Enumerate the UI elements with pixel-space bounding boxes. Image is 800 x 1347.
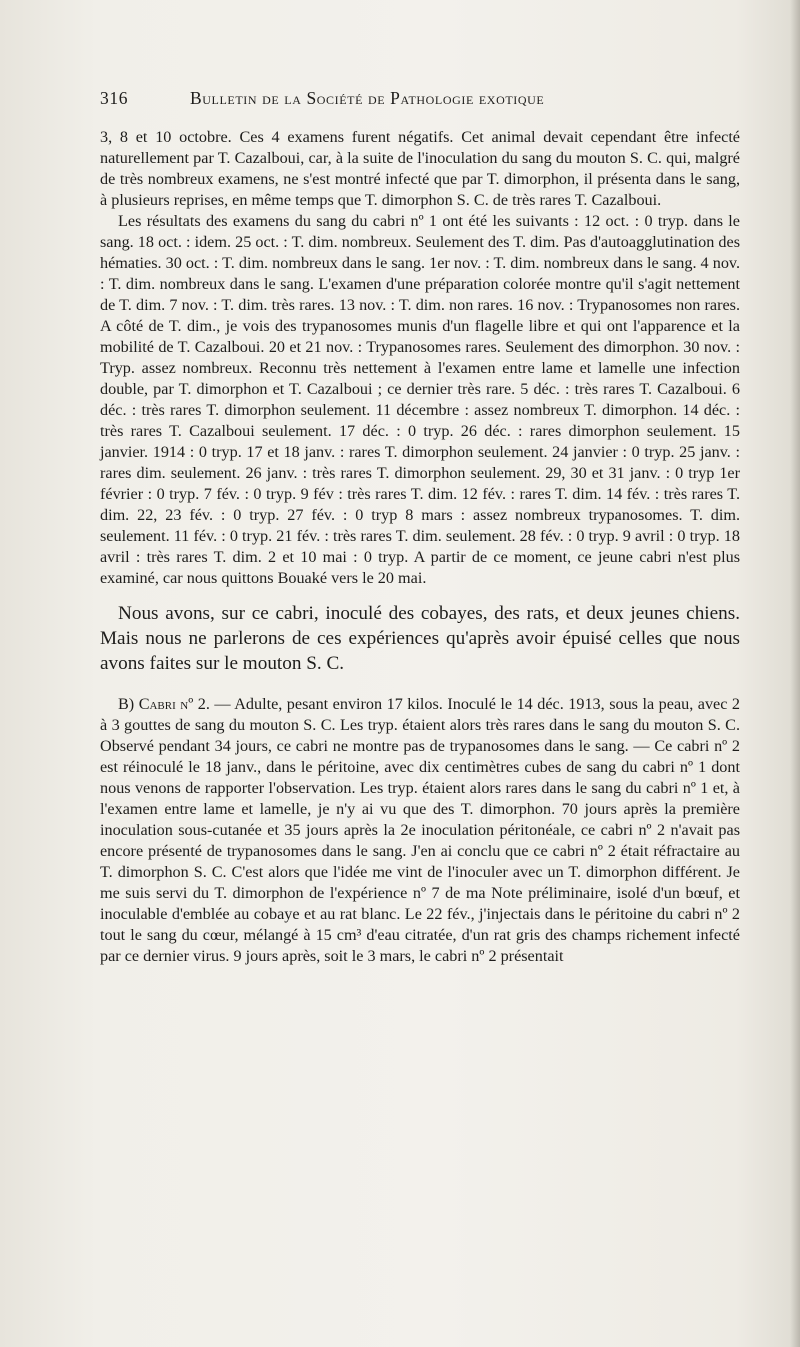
paragraph-cabri-2-text: — Adulte, pesant environ 17 kilos. Inoculé le 14 déc. 1913, sous la peau, avec 2 à 3 gouttes de sang du mouton S. C. Les tryp. étaient alors très rares dans le sang du mouton S. C. Observé pendant 34 jours, ce cabri ne montre pas de trypanosomes dans le sang. — Ce cabri nº 2 est réinoculé le 18 janv., dans le péritoine, avec dix centimètres cubes de sang du cabri nº 1 dont nous venons de rapporter l'observation. Les tryp. étaient alors rares dans le sang du cabri nº 1 et, à l'examen entre lame et lamelle, je n'y ai vu que des T. dimorphon. 70 jours après la première inoculation sous-cutanée et 35 jours après la 2e inoculation péritonéale, ce cabri nº 2 n'avait pas encore présenté de trypanosomes dans le sang. J'en ai conclu que ce cabri nº 2 était réfractaire au T. dimorphon S. C. C'est alors que l'idée me vint de l'inoculer avec un T. dimorphon différent. Je me suis servi du T. dimorphon de l'expérience nº 7 de ma Note préliminaire, isolé d'un bœuf, et inoculable d'emblée au cobaye et au rat blanc. Le 22 fév., j'injectais dans le péritoine du cabri nº 2 tout le sang du cœur, mélangé à 15 cm³ d'eau citratée, d'un rat gris des champs richement infecté par ce dernier virus. 9 jours après, soit le 3 mars, le cabri nº 2 présentait	[100, 695, 741, 965]
page-number: 316	[100, 88, 129, 108]
page-body	[100, 127, 740, 967]
paragraph-continued-text: 3, 8 et 10 octobre. Ces 4 examens furent négatifs. Cet animal devait cependant être infecté naturellement par T. Cazalboui, car, à la suite de l'inoculation du sang du mouton S. C. qui, malgré de très nombreux examens, ne s'est montré infecté que par T. dimorphon, il présenta dans le sang, à plusieurs reprises, en même temps que T. dimorphon S. C. de très rares T. Cazalboui.	[100, 128, 740, 209]
page-edge-shadow	[790, 0, 800, 1347]
running-title: Bulletin de la Société de Pathologie exotique	[190, 88, 545, 108]
paragraph-inoculations: Nous avons, sur ce cabri, inoculé des cobayes, des rats, et deux jeunes chiens. Mais nous ne parlerons de ces expériences qu'après avoir épuisé celles que nous avons faites sur le mouton S. C.	[100, 603, 740, 674]
paragraph-exam-results: Les résultats des examens du sang du cabri nº 1 ont été les suivants : 12 oct. : 0 tryp. dans le sang. 18 oct. : idem. 25 oct. : T. dim. nombreux. Seulement des T. dim. Pas d'autoagglutination des hématies. 30 oct. : T. dim. nombreux dans le sang. 1er nov. : T. dim. nombreux dans le sang. 4 nov. : T. dim. nombreux dans le sang. L'examen d'une préparation colorée montre qu'il s'agit nettement de T. dim. 7 nov. : T. dim. très rares. 13 nov. : T. dim. non rares. 16 nov. : Trypanosomes non rares. A côté de T. dim., je vois des trypanosomes munis d'un flagelle libre et qui ont l'apparence et la mobilité de T. Cazalboui. 20 et 21 nov. : Trypanosomes rares. Seulement des dimorphon. 30 nov. : Tryp. assez nombreux. Reconnu très nettement à l'examen entre lame et lamelle une infection double, par T. dimorphon et T. Cazalboui ; ce dernier très rare. 5 déc. : très rares T. Cazalboui. 6 déc. : très rares T. dimorphon seulement. 11 décembre : assez nombreux T. dimorphon. 14 déc. : très rares T. Cazalboui seulement. 17 déc. : 0 tryp. 26 déc. : rares dimorphon seulement. 15 janvier. 1914 : 0 tryp. 17 et 18 janv. : rares T. dimorphon seulement. 24 janvier : 0 tryp. 25 janv. : rares dim. seulement. 26 janv. : très rares T. dimorphon seulement. 29, 30 et 31 janv. : 0 tryp 1er février : 0 tryp. 7 fév. : 0 tryp. 9 fév : très rares T. dim. 12 fév. : rares T. dim. 14 fév. : très rares T. dim. 22, 23 fév. : 0 tryp. 27 fév. : 0 tryp 8 mars : assez nombreux trypanosomes. T. dim. seulement. 11 fév. : 0 tryp. 21 fév. : très rares T. dim. seulement. 28 fév. : 0 tryp. 9 avril : 0 tryp. 18 avril : très rares T. dim. 2 et 10 mai : 0 tryp. A partir de ce moment, ce jeune cabri n'est plus examiné, car nous quittons Bouaké vers le 20 mai.	[100, 212, 740, 587]
paragraph-cabri-2	[100, 694, 740, 967]
paragraph-continued	[100, 127, 740, 589]
section-heading-cabri-2: B) Cabri nº 2.	[118, 695, 210, 713]
